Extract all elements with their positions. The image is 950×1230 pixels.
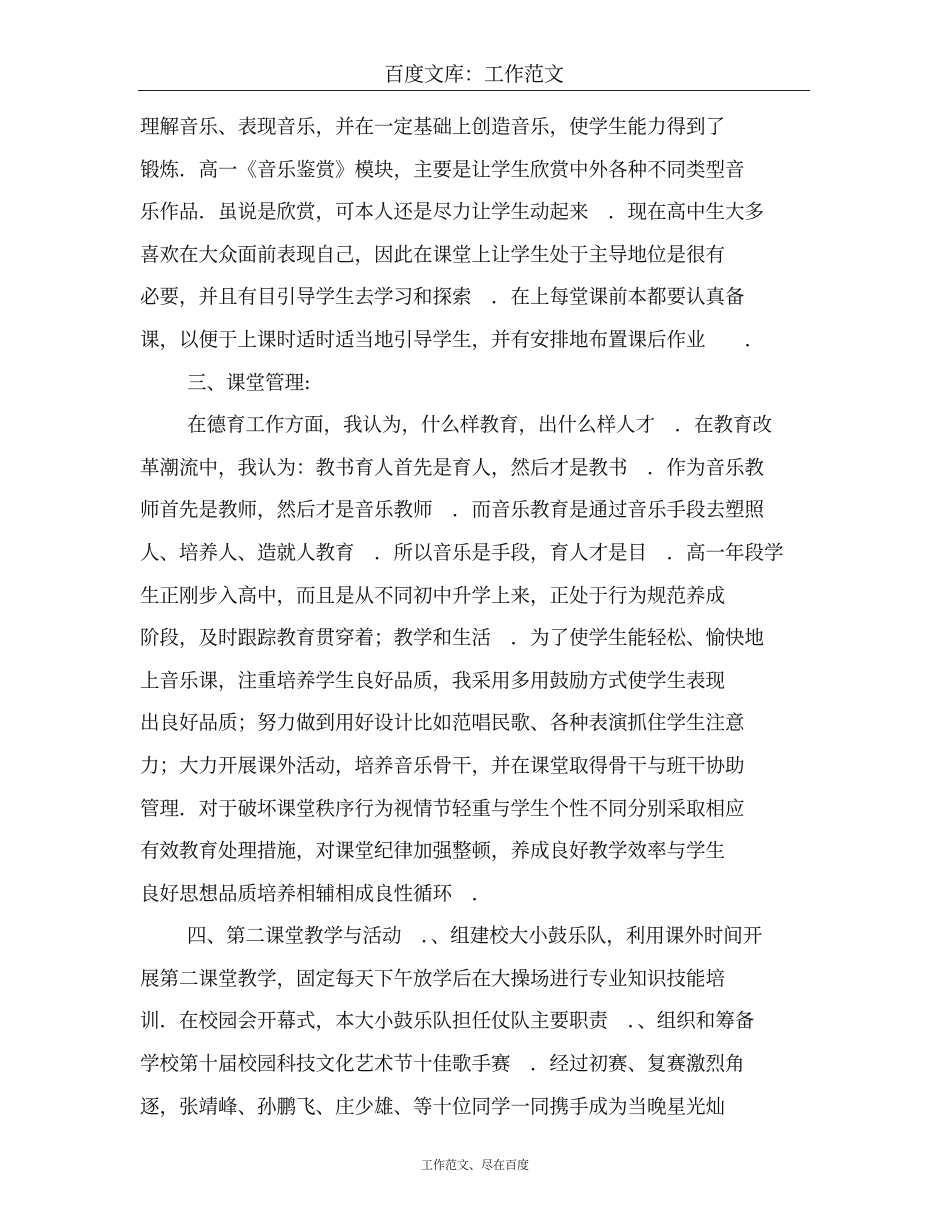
body-line: 有效教育处理措施，对课堂纪律加强整顿，养成良好教学效率与学生 bbox=[140, 839, 726, 863]
body-line: 喜欢在大众面前表现自己，因此在课堂上让学生处于主导地位是很有 bbox=[140, 242, 726, 266]
body-line: 逐，张靖峰、孙鹏飞、庄少雄、等十位同学一同携手成为当晚星光灿 bbox=[140, 1094, 726, 1118]
body-line: 锻炼．高一《音乐鉴赏》模块，主要是让学生欣赏中外各种不同类型音 bbox=[140, 157, 745, 181]
body-line: 乐作品．虽说是欣赏，可本人还是尽力让学生动起来 ．现在高中生大多 bbox=[140, 200, 765, 224]
body-line: 必要，并且有目引导学生去学习和探索 ．在上每堂课前本都要认真备 bbox=[140, 285, 745, 309]
body-line: 力；大力开展课外活动，培养音乐骨干，并在课堂取得骨干与班干协助 bbox=[140, 753, 745, 777]
body-line: 训．在校园会开幕式，本大小鼓乐队担任仗队主要职责 ．、组织和筹备 bbox=[140, 1009, 755, 1033]
body-line: 人、培养人、造就人教育 ．所以音乐是手段，育人才是目 ．高一年段学 bbox=[140, 540, 784, 564]
header-divider bbox=[138, 90, 810, 91]
body-line: 课，以便于上课时适时适当地引导学生，并有安排地布置课后作业 ． bbox=[140, 327, 765, 351]
body-line: 上音乐课，注重培养学生良好品质，我采用多用鼓励方式使学生表现 bbox=[140, 668, 726, 692]
section-heading: 三、课堂管理: bbox=[187, 370, 311, 394]
body-line: 良好思想品质培养相辅相成良性循环 ． bbox=[140, 881, 492, 905]
body-line: 学校第十届校园科技文化艺术节十佳歌手赛 ．经过初赛、复赛激烈角 bbox=[140, 1052, 745, 1076]
document-body bbox=[140, 106, 820, 1128]
body-line: 展第二课堂教学，固定每天下午放学后在大操场进行专业知识技能培 bbox=[140, 966, 726, 990]
page-footer: 工作范文、尽在百度 bbox=[420, 1158, 529, 1172]
body-line: 师首先是教师，然后才是音乐教师 ．而音乐教育是通过音乐手段去塑照 bbox=[140, 498, 765, 522]
body-line: 理解音乐、表现音乐，并在一定基础上创造音乐，使学生能力得到了 bbox=[140, 115, 726, 138]
body-line: 革潮流中，我认为：教书育人首先是育人，然后才是教书 ．作为音乐教 bbox=[140, 455, 765, 479]
paragraph-start-line: 在德育工作方面，我认为，什么样教育，出什么样人才 ．在教育改 bbox=[187, 413, 773, 437]
body-line: 生正刚步入高中，而且是从不同初中升学上来，正处于行为规范养成 bbox=[140, 583, 726, 607]
body-line: 阶段，及时跟踪教育贯穿着；教学和生活 ．为了使学生能轻松、愉快地 bbox=[140, 626, 765, 650]
body-line: 出良好品质；努力做到用好设计比如范唱民歌、各种表演抓住学生注意 bbox=[140, 711, 745, 735]
body-line: 管理．对于破坏课堂秩序行为视情节轻重与学生个性不同分别采取相应 bbox=[140, 796, 745, 820]
page-header-title: 百度文库：工作范文 bbox=[384, 62, 564, 86]
section-heading-line: 四、第二课堂教学与活动 ．、组建校大小鼓乐队，利用课外时间开 bbox=[187, 924, 763, 948]
